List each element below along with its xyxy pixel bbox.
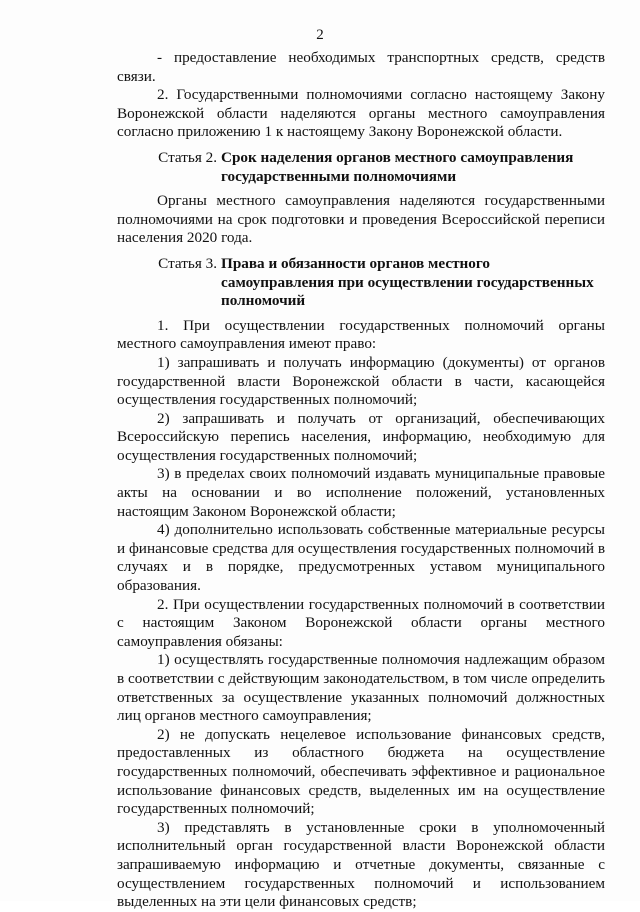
article-3-part-1-item-3: 3) в пределах своих полномочий издавать муниципальные правовые акты на основании и во исполнение положений, установленных настоящим Законом Воронежской области; [117, 465, 605, 520]
article-2-number: Статья 2. [158, 148, 217, 166]
article-2-heading [117, 149, 605, 186]
article-3-part-2: 2. При осуществлении государственных полномочий в соответствии с настоящим Законом Воронежской области органы местного самоуправления обязаны: [117, 595, 605, 650]
article-3-heading [117, 255, 605, 311]
article-3-part-1-item-2: 2) запрашивать и получать от организаций, обеспечивающих Всероссийскую перепись населения, информацию, необходимую для осуществления государственных полномочий; [117, 409, 605, 464]
article-2-text: Органы местного самоуправления наделяются государственными полномочиями на срок подготовки и проведения Всероссийской переписи населения 2020 года. [117, 192, 605, 247]
article-3-part-2-item-1: 1) осуществлять государственные полномочия надлежащим образом в соответствии с действующим законодательством, в том числе определить ответственных за осуществление указанных полномочий должностных лиц органов местного самоуправления; [117, 651, 605, 725]
document-body [117, 49, 605, 912]
article-3-part-2-item-3: 3) представлять в установленные сроки в уполномоченный исполнительный орган государственной власти Воронежской области запрашиваемую информацию и отчетные документы, связанные с осуществлением государственных полномочий и использованием выделенных на эти цели финансовых средств; [117, 818, 605, 911]
page-number: 2 [316, 27, 324, 43]
article-2-title: Срок наделения органов местного самоуправления государственными полномочиями [221, 148, 574, 185]
article-3-number: Статья 3. [158, 254, 217, 272]
paragraph-2-empowerment: 2. Государственными полномочиями согласно настоящему Закону Воронежской области наделяются органы местного самоуправления согласно приложению 1 к настоящему Закону Воронежской области. [117, 86, 605, 141]
article-3-part-1-item-4: 4) дополнительно использовать собственные материальные ресурсы и финансовые средства для осуществления государственных полномочий в случаях и в порядке, предусмотренных уставом муниципального образования. [117, 521, 605, 595]
article-3-title: Права и обязанности органов местного самоуправления при осуществлении государственных полномочий [221, 254, 594, 310]
article-3-part-1-item-1: 1) запрашивать и получать информацию (документы) от органов государственной власти Воронежской области в части, касающейся осуществления государственных полномочий; [117, 353, 605, 409]
paragraph-transport: - предоставление необходимых транспортных средств, средств связи. [117, 49, 605, 85]
article-3-part-1: 1. При осуществлении государственных полномочий органы местного самоуправления имеют право: [117, 316, 605, 353]
article-3-part-2-item-2: 2) не допускать нецелевое использование финансовых средств, предоставленных из областного бюджета на осуществление государственных полномочий, обеспечивать эффективное и рациональное использование финансовых средств, выделенных им на осуществление государственных полномочий; [117, 725, 605, 818]
